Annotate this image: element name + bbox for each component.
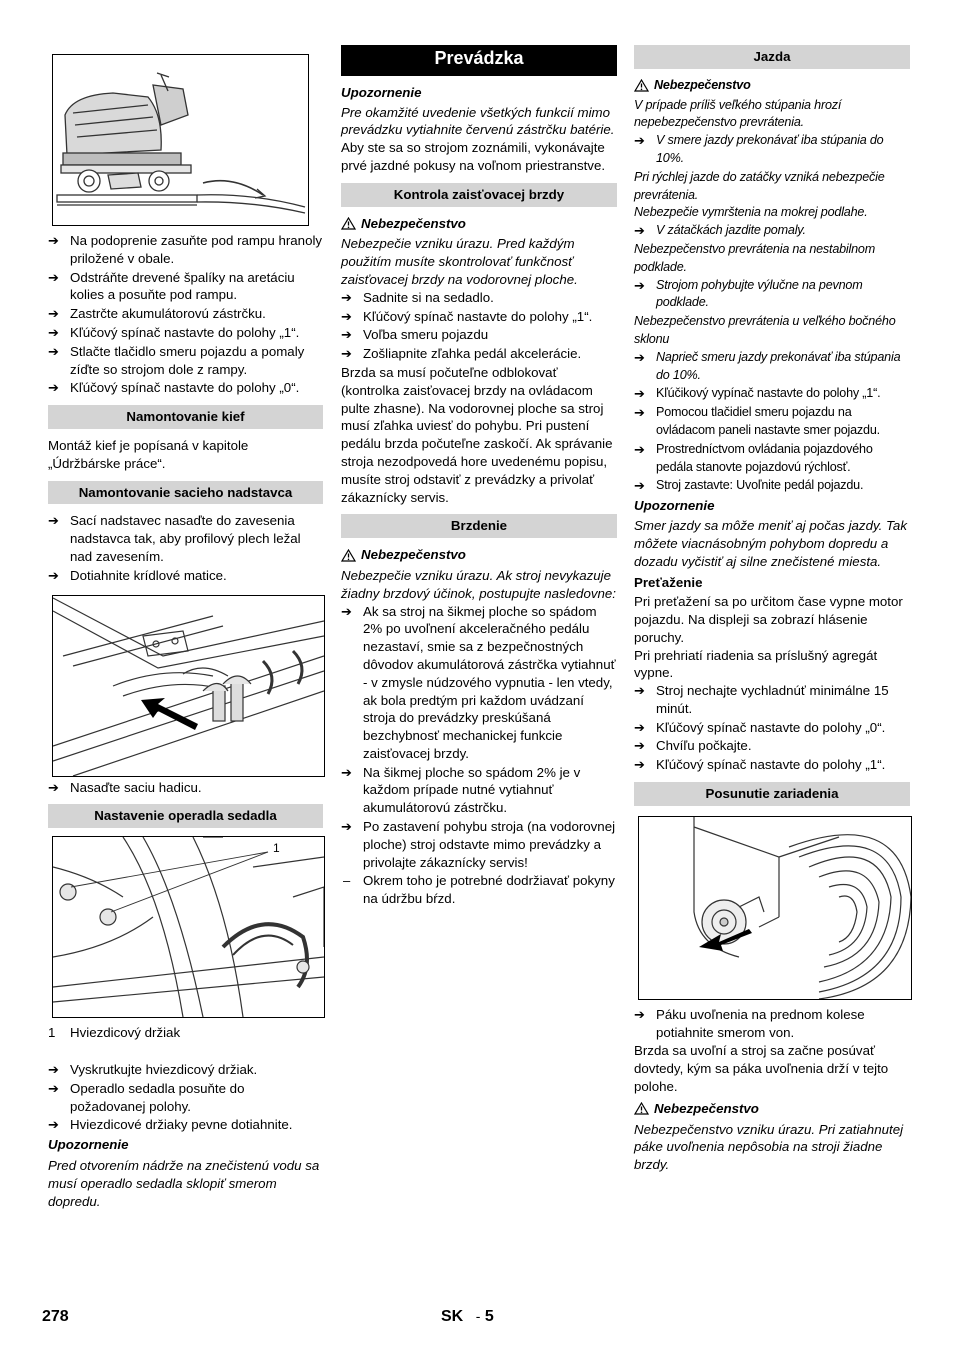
arrow-right-icon: ➔ — [48, 343, 59, 359]
danger-heading: Nebezpečenstvo — [341, 215, 617, 233]
danger-heading: Nebezpečenstvo — [634, 77, 910, 95]
note-text: Pre okamžité uvedenie všetkých funkcií mimo prevádzku vytiahnite červenú zástrčku batérie. — [341, 104, 615, 138]
step-item: ➔ Chvíľu počkajte. — [634, 738, 752, 754]
danger-text: V prípade príliš veľkého stúpania hrozí nepebezpečenstvo prevrátenia. — [634, 97, 842, 130]
arrow-right-icon: ➔ — [48, 380, 59, 396]
warning-triangle-icon — [341, 549, 356, 562]
step-item: ➔ Stroj zastavte: Uvoľnite pedál pojazdu. — [634, 478, 864, 494]
column-1 — [48, 45, 323, 1210]
arrow-right-icon: ➔ — [48, 269, 59, 285]
danger-text: Nebezpečie vzniku úrazu. Pred každým použitím musíte skontrolovať funkčnosť zaisťovacej brzdy na vodorovnej ploche. — [341, 236, 578, 287]
step-item: ➔ Kľúčový spínač nastavte do polohy „1“. — [341, 308, 593, 324]
wheel-illustration — [639, 817, 911, 999]
figure-machine-ramp — [52, 54, 309, 226]
arrow-right-icon: ➔ — [48, 324, 59, 340]
step-item: ➔ Voľba smeru pojazdu — [341, 327, 489, 343]
machine-ramp-illustration — [53, 55, 308, 225]
step-item: ➔ Dotiahnite krídlové matice. — [48, 567, 227, 583]
danger-text: Nebezpečie vymrštenia na mokrej podlahe. — [634, 205, 868, 220]
danger-text: Pri rýchlej jazde do zatáčky vzniká nebezpečie prevrátenia. — [634, 169, 885, 202]
arrow-right-icon: ➔ — [634, 738, 645, 754]
danger-heading: Nebezpečenstvo — [341, 546, 617, 564]
step-item: ➔ Operadlo sedadla posuňte do požadovanej polohy. — [48, 1080, 245, 1114]
section-heading-jazda: Jazda — [634, 45, 910, 69]
step-item: ➔ Kľúčikový vypínač nastavte do polohy „1“. — [634, 386, 881, 402]
danger-heading: Nebezpečenstvo — [634, 1100, 910, 1118]
arrow-right-icon: ➔ — [48, 306, 59, 322]
section-heading-kontrola: Kontrola zaisťovacej brzdy — [341, 183, 617, 207]
arrow-right-icon: ➔ — [634, 441, 645, 457]
squeegee-illustration — [53, 596, 324, 776]
warning-triangle-icon — [634, 1102, 649, 1115]
step-item: ➔ Sací nadstavec nasaďte do zavesenia nadstavca tak, aby profilový plech ležal nad zavesením. — [48, 513, 301, 564]
step-item: ➔ V smere jazdy prekonávať iba stúpania do 10%. — [634, 133, 884, 165]
arrow-right-icon: ➔ — [634, 719, 645, 735]
arrow-right-icon: ➔ — [48, 1061, 59, 1077]
posunutie-text: Brzda sa uvoľní a stroj sa začne posúvať dovtedy, kým sa páka uvoľnenia drží v tejto polohe. — [634, 1043, 889, 1095]
note-text: Pred otvorením nádrže na znečistenú vodu sa musí operadlo sedadla sklopiť smerom dopredu. — [48, 1157, 320, 1209]
danger-text: Nebezpečie vzniku úrazu. Ak stroj nevykazuje žiadny brzdový účinok, postupujte nasledovne: — [341, 567, 616, 601]
step-item: ➔ Kľúčový spínač nastavte do polohy „0“. — [48, 380, 300, 396]
step-item: ➔ Stlačte tlačidlo smeru pojazdu a pomaly zíďte so strojom dole z rampy. — [48, 343, 305, 377]
note-text: Smer jazdy sa môže meniť aj počas jazdy. Tak môžete viacnásobným pohybom dopredu a dozadu vyčistiť aj silne znečistené miesta. — [634, 517, 907, 569]
arrow-right-icon: ➔ — [341, 308, 352, 324]
step-item: ➔ Pomocou tlačidiel smeru pojazdu na ovládacom paneli nastavte smer pojazdu. — [634, 405, 880, 437]
arrow-right-icon: ➔ — [341, 327, 352, 343]
arrow-right-icon: ➔ — [634, 405, 645, 421]
arrow-right-icon: ➔ — [634, 757, 645, 773]
step-item: ➔ Strojom pohybujte výlučne na pevnom podklade. — [634, 277, 863, 310]
step-item: ➔ V zátačkách jazdite pomaly. — [634, 223, 806, 239]
step-item: ➔ Kľúčový spínač nastavte do polohy „1“. — [48, 324, 300, 340]
dash-bullet: – — [343, 873, 351, 889]
column-2 — [341, 45, 617, 909]
kiefy-text: Montáž kief je popísaná v kapitole „Údržbárske práce“. — [48, 437, 249, 471]
seat-illustration — [53, 837, 324, 1017]
arrow-right-icon: ➔ — [341, 346, 352, 362]
step-item: ➔ Zošliapnite zľahka pedál akcelerácie. — [341, 346, 582, 362]
danger-text: Nebezpečenstvo prevrátenia u veľkého bočného sklonu — [634, 314, 896, 346]
footer-lang: SK - 5 — [441, 1308, 494, 1325]
step-item: ➔ Kľúčový spínač nastavte do polohy „1“. — [634, 757, 886, 773]
step-item: ➔ Po zastavení pohybu stroja (na vodorovnej ploche) stroj odstavte mimo prevádzky a privolajte zákaznícky servis! — [341, 819, 616, 870]
callout-number: 1 — [273, 841, 280, 856]
step-item: ➔ Sadnite si na sedadlo. — [341, 289, 494, 305]
warning-triangle-icon — [634, 79, 649, 92]
arrow-right-icon: ➔ — [48, 567, 59, 583]
step-item: ➔ Hviezdicové držiaky pevne dotiahnite. — [48, 1117, 293, 1133]
kontrola-text: Brzda sa musí počuteľne odblokovať (kontrolka zaisťovacej brzdy na ovládacom pulte zhasne). Na vodorovnej ploche sa stroj musí zľahka uviesť do pohybu. Pri pustení pedálu brzda počuteľne zaskočí. Ak správanie stroja nezodpovedá hore uvedenému popisu, musíte stroj odstaviť z prevádzky a privolať zákaznícky servis. — [341, 364, 613, 505]
arrow-right-icon: ➔ — [634, 386, 645, 402]
legend-item — [48, 1024, 323, 1042]
step-item: ➔ Na šikmej ploche so spádom 2% je v každom prípade nutné vytiahnuť akumulátorovú zástrčku. — [341, 764, 581, 816]
step-item: ➔ Ak sa stroj na šikmej ploche so spádom 2% po uvoľnení akceleračného pedálu nezastaví, smie sa z bezpečnostných dôvodov akumulátorová zástrčka vytiahnuť - v zmysle núdzového vypnutia - len vtedy, ak bola predtým pri každom uvádzaní stroja do prevádzky preskúšaná bezchybnosť mechanickej funkcie zaisťovacej brzdy. — [341, 603, 616, 761]
step-item: ➔ Páku uvoľnenia na prednom kolese potiahnite smerom von. — [634, 1006, 865, 1040]
figure-wheel-release — [638, 816, 912, 1000]
section-heading-kiefy: Namontovanie kief — [48, 405, 323, 429]
subheading-pretazenie: Preťaženie — [634, 575, 703, 591]
step-item: ➔ Stroj nechajte vychladnúť minimálne 15 minút. — [634, 683, 889, 716]
arrow-right-icon: ➔ — [341, 289, 352, 305]
arrow-right-icon: ➔ — [341, 819, 352, 835]
step-item: ➔ Prostredníctvom ovládania pojazdového pedála stanovte pojazdovú rýchlosť. — [634, 441, 873, 474]
arrow-right-icon: ➔ — [634, 478, 645, 494]
arrow-right-icon: ➔ — [48, 1080, 59, 1096]
note-title: Upozornenie — [634, 498, 715, 514]
figure-seat-backrest — [52, 836, 325, 1018]
page-number: 278 — [42, 1308, 69, 1325]
arrow-right-icon: ➔ — [341, 764, 352, 780]
warning-triangle-icon — [341, 217, 356, 230]
note-title: Upozornenie — [48, 1137, 129, 1153]
arrow-right-icon: ➔ — [48, 233, 59, 248]
column-3 — [634, 45, 910, 1174]
legend-number: 1 — [48, 1025, 56, 1041]
chapter-heading-prevadzka: Prevádzka — [341, 45, 617, 76]
section-heading-operadlo: Nastavenie operadla sedadla — [48, 804, 323, 828]
step-item: ➔ Kľúčový spínač nastavte do polohy „0“. — [634, 719, 886, 735]
arrow-right-icon: ➔ — [48, 779, 59, 795]
note-title: Upozornenie — [341, 84, 422, 100]
section-heading-brzdenie: Brzdenie — [341, 514, 617, 538]
section-heading-sacie: Namontovanie sacieho nadstavca — [48, 481, 323, 505]
step-item: ➔ Nasaďte saciu hadicu. — [48, 779, 202, 795]
legend-text: Hviezdicový držiak — [70, 1025, 181, 1041]
step-item: ➔ Odstráňte drevené špalíky na aretáciu kolies a posuňte pod rampu. — [48, 269, 295, 303]
danger-text: Nebezpečenstvo prevrátenia na nestabilnom podklade. — [634, 241, 876, 274]
arrow-right-icon: ➔ — [341, 603, 352, 619]
arrow-right-icon: ➔ — [634, 683, 645, 699]
step-item: ➔ Zastrčte akumulátorovú zástrčku. — [48, 306, 266, 322]
figure-squeegee-mount — [52, 595, 325, 777]
step-item: ➔ Vyskrutkujte hviezdicový držiak. — [48, 1061, 258, 1077]
pretazenie-text: Pri preťažení sa po určitom čase vypne motor pojazdu. Na displeji sa zobrazí hlásenie poruchy. — [634, 594, 903, 645]
arrow-right-icon: ➔ — [634, 349, 645, 365]
section-heading-posunutie: Posunutie zariadenia — [634, 782, 910, 806]
step-item: ➔ Naprieč smeru jazdy prekonávať iba stúpania do 10%. — [634, 349, 901, 382]
arrow-right-icon: ➔ — [48, 513, 59, 529]
arrow-right-icon: ➔ — [634, 1006, 645, 1022]
danger-text: Nebezpečenstvo vzniku úrazu. Pri zatiahnutej páke uvoľnenia nepôsobia na stroji žiadne brzdy. — [634, 1121, 904, 1173]
arrow-right-icon: ➔ — [634, 277, 645, 293]
pretazenie-text: Pri prehriatí riadenia sa príslušný agregát vypne. — [634, 647, 878, 681]
arrow-right-icon: ➔ — [634, 133, 645, 149]
step-item: ➔ Na podoprenie zasuňte pod rampu hranoly priložené v obale. — [48, 233, 323, 266]
arrow-right-icon: ➔ — [48, 1117, 59, 1133]
intro-text: Aby ste sa so strojom zoznámili, vykonávajte prvé jazdné pokusy na voľnom priestranstve. — [341, 140, 606, 173]
arrow-right-icon: ➔ — [634, 223, 645, 239]
dash-item: – Okrem toho je potrebné dodržiavať pokyny na údržbu bŕzd. — [343, 873, 615, 907]
